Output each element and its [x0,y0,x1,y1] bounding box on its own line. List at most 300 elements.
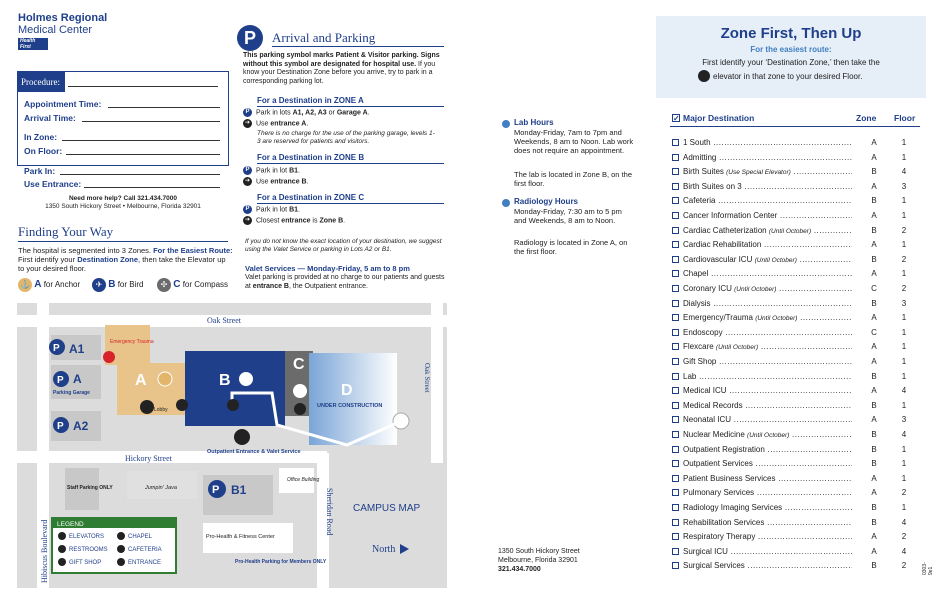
destination-cell: Radiology Imaging Services ..... [672,501,852,516]
destination-cell: Dialysis ..... [672,297,852,312]
oak-side-label: Oak Street [423,363,431,393]
elevator-icon [698,70,710,82]
entrance-arrow-icon: ➔ [244,120,251,126]
radiology-dot-icon [502,199,510,207]
map-elevator-c-icon [294,403,306,415]
legend-cafeteria-icon [117,545,125,553]
checkbox[interactable] [672,329,679,336]
map-zone-d: D [341,382,353,399]
zone-cell: C [871,327,877,337]
zone-cell: A [871,211,877,220]
zone-key-c-letter: C [173,279,181,290]
zone-c-rule [257,203,444,204]
checkbox[interactable] [672,416,679,423]
table-row [672,413,922,428]
radiology-location: Radiology is located in Zone A, on the first floor. [514,238,628,256]
checkbox[interactable] [672,431,679,438]
destination-cell: Rehabilitation Services ..... [672,516,852,531]
hibiscus-label: Hibiscus Boulevard [40,519,49,583]
zone-d-building [309,353,397,445]
legend-restrooms: RESTROOMS [69,547,108,553]
zone-cell: C [871,284,877,293]
checkmark-icon: ✓ [673,114,680,123]
checkbox[interactable] [672,314,679,321]
destination-cell: Cardiac Catheterization (Until October) ..... [672,224,852,240]
parking-garage-label: Parking Garage [53,390,90,396]
table-row [672,194,922,209]
on-floor-line[interactable] [66,154,220,155]
jumpin-java-label: Jumpin' Java [145,485,177,491]
oak-street-label: Oak Street [207,316,241,325]
floor-cell: 4 [901,546,907,556]
destination-note: (Until October) [754,256,797,264]
map-zone-c: C [293,356,305,373]
zone-b-rule [257,163,444,164]
help-address: 1350 South Hickory Street • Melbourne, Florida 32901 [45,203,201,210]
entrance-arrow-icon: ➔ [244,178,251,184]
table-row [672,340,922,355]
legend-cafeteria: CAFETERIA [128,547,162,553]
lot-a-label: A [73,372,82,386]
zone-first-title: Zone First, Then Up [720,25,862,42]
parking-bullet-icon: P [243,108,252,117]
checkbox[interactable] [672,270,679,277]
lab-dot-icon [502,120,510,128]
floor-cell: 2 [901,225,907,235]
destination-cell: Nuclear Medicine (Until October) ..... [672,428,852,444]
floor-cell: 1 [901,459,907,469]
checkbox[interactable] [672,241,679,248]
checkbox[interactable] [672,504,679,511]
zone-cell: A [871,386,877,396]
destination-cell: Admitting ..... [672,151,852,166]
destination-cell: Chapel ..... [672,267,852,282]
destination-header: ✓ Major Destination [673,113,755,123]
parking-bullet-icon: P [243,166,252,175]
floor-cell: 4 [901,517,907,527]
finding-your-way-title: Finding Your Way [18,224,114,239]
finding-rule [18,241,228,242]
lot-b1-label: B1 [231,483,247,497]
table-row [672,224,922,239]
zone-cell: B [871,517,877,527]
procedure-line[interactable] [68,86,218,87]
floor-cell: 1 [901,371,907,381]
park-in-label: Park In: [24,166,56,176]
map-zone-a: A [135,372,147,389]
table-row [672,267,922,282]
zone-b-building [185,351,285,426]
finding-text-d: Destination Zone [77,255,139,264]
arrival-intro-rest: If you know your Destination Zone before you arrive, try to park in a corresponding parking lot. [243,60,436,85]
under-construction-label: UNDER CONSTRUCTION [317,403,383,409]
legend-restroom-icon [58,545,66,553]
table-row [672,501,922,516]
zone-cell: B [871,254,877,264]
destination-cell: Cardiac Rehabilitation ..... [672,238,852,253]
floor-header: Floor [894,113,916,123]
sheridan-label: Sheridan Road [325,488,334,536]
zone-cell: B [871,225,877,235]
address-street: 1350 South Hickory Street [498,548,580,555]
destination-cell: Surgical ICU ..... [672,545,852,560]
destination-cell: Birth Suites on 3 ..... [672,180,852,195]
table-row [672,326,922,341]
prohealth-label: Pro-Health & Fitness Center [206,534,275,540]
valet-title: Valet Services — Monday-Friday, 5 am to 8 pm [245,264,410,273]
table-row [672,472,922,487]
zone-cell: B [871,444,877,454]
table-row [672,516,922,531]
table-row [672,545,922,560]
legend-gift-shop: GIFT SHOP [69,560,102,566]
checkbox[interactable] [672,285,679,292]
finding-your-way-text [18,246,233,273]
zone-cell: B [871,459,877,469]
destination-cell: Outpatient Registration ..... [672,443,852,458]
lot-a2-label: A2 [73,419,89,433]
zone-cell: B [871,298,877,308]
health-first-logo [18,38,48,50]
compass-icon: ✣ [157,278,171,292]
floor-cell: 1 [901,357,907,366]
destination-cell: Birth Suites (Use Special Elevator) ..... [672,165,852,181]
lobby-label: Lobby [154,407,168,413]
floor-cell: 1 [901,503,907,512]
zone-cell: A [871,473,877,483]
zone-first-line1: First identify your ‘Destination Zone,’ then take the [702,58,880,67]
zone-a-note: There is no charge for the use of the parking garage, levels 1-3 are reserved for patients and visitors. [257,130,435,145]
finding-text-e: , then take the Elevator up to your desired floor. [18,255,226,273]
checkbox[interactable] [672,533,679,540]
zone-cell: A [871,181,877,191]
checkbox[interactable] [672,519,679,526]
lot-a1-p: P [53,343,60,354]
table-row [672,399,922,414]
in-zone-label: In Zone: [24,132,58,142]
floor-cell: 1 [901,313,907,323]
campus-map-label: CAMPUS MAP [353,503,421,514]
legend-title: LEGEND [57,521,84,528]
destination-note: (Until October) [755,315,798,323]
floor-cell: 2 [901,561,907,571]
help-phone: Need more help? Call 321.434.7000 [68,195,178,202]
anchor-icon: ⚓ [18,278,32,292]
hickory-street-label: Hickory Street [125,454,172,463]
zone-c-entrance: ➔ Closest entrance is Zone B. [244,217,346,225]
checkbox[interactable] [672,300,679,307]
zone-cell: B [871,371,877,381]
lot-a2-p: P [57,421,64,432]
destination-cell: Cafeteria ..... [672,194,852,209]
zone-cell: B [871,503,877,512]
parking-symbol-icon: P [237,25,263,51]
zone-b-heading: For a Destination in ZONE B [257,153,365,162]
floor-cell: 1 [901,211,907,220]
floor-cell: 1 [901,240,907,250]
table-row [672,297,922,312]
checkbox[interactable] [672,154,679,161]
zone-cell: B [871,430,877,439]
floor-cell: 1 [901,269,907,279]
staff-parking-label: Staff Parking ONLY [67,485,113,491]
zone-a-entrance: ➔ Use entrance A. [244,120,309,128]
table-row [672,457,922,472]
in-zone-line[interactable] [62,140,220,141]
zone-cell: A [871,269,877,279]
destination-note: (Until October) [747,432,790,439]
zone-cell: A [871,313,877,323]
campus-map [17,303,447,588]
floor-cell: 4 [901,167,907,177]
destination-cell: Coronary ICU (Until October) ..... [672,282,852,298]
floor-cell: 3 [901,415,907,425]
destination-cell: Outpatient Services ..... [672,457,852,472]
finding-text-c: First identify your [18,255,78,264]
checkbox[interactable] [672,256,679,263]
zone-cell: B [871,196,877,206]
office-label: Office Building [287,477,320,483]
zone-key-b-letter: B [108,279,116,290]
table-row [672,486,922,501]
lot-b1-p: P [212,484,220,496]
zone-a-rule [257,106,444,107]
floor-cell: 1 [901,138,907,147]
destination-cell: Pulmonary Services ..... [672,486,852,501]
table-row [672,180,922,195]
legend-elevators: ELEVATORS [69,534,105,540]
lot-a-p: P [57,375,64,386]
destination-note: (Until October) [734,286,777,293]
zone-cell: A [871,415,877,425]
floor-cell: 2 [901,284,907,293]
zone-c-park: P Park in lot B1. [243,205,300,215]
zone-cell: A [871,546,877,556]
checkbox[interactable] [672,227,679,234]
table-row [672,238,922,253]
unknown-destination-note: If you do not know the exact location of your destination, we suggest using the Valet Service or parking in Lots A2 or B1. [245,238,442,253]
zone-cell: A [871,240,877,250]
finding-text-b: For the Easiest Route: [153,246,233,255]
oak-side-road [431,303,443,463]
checkbox[interactable] [672,475,679,482]
floor-cell: 1 [901,196,907,206]
table-row [672,384,922,399]
destination-cell: Emergency/Trauma (Until October) ..... [672,311,852,327]
table-header-rule [670,126,920,127]
zone-cell: A [871,138,877,147]
legend-elevator-icon [58,532,66,540]
legend-chapel: CHAPEL [128,534,153,540]
table-row [672,282,922,297]
arrival-time-label: Arrival Time: [24,113,76,123]
legend-entrance: ENTRANCE [128,560,162,566]
checkbox[interactable] [672,183,679,190]
legend-chapel-icon [117,532,125,540]
table-row [672,165,922,180]
address-phone: 321.434.7000 [498,566,541,573]
radiology-title: Radiology Hours [514,197,579,206]
address-block [498,547,580,574]
map-bird-icon [239,372,253,386]
emergency-label: Emergency Trauma [110,339,154,345]
destination-cell: Cancer Information Center ..... [672,209,852,224]
destination-cell: Medical Records ..... [672,399,852,414]
destination-note: (Use Special Elevator) [726,169,791,177]
checkbox[interactable] [672,446,679,453]
outpatient-entrance-icon [234,429,250,445]
future-entrance-icon [393,413,409,429]
destination-cell: Endoscopy ..... [672,326,852,341]
bird-icon: ✈ [92,278,106,292]
emergency-entrance-icon [103,351,115,363]
logo-title: Holmes Regional [18,12,108,24]
table-row [672,151,922,166]
destination-cell: Gift Shop ..... [672,355,852,370]
floor-cell: 4 [901,386,907,396]
destination-note: (Until October) [715,344,759,352]
arrival-intro-bold: This parking symbol marks Patient & Visitor parking. Signs without this symbol are designated for hospital use. [243,52,440,68]
entrance-arrow-icon: ➔ [244,217,251,223]
destination-cell: Patient Business Services ..... [672,472,852,487]
zone-key-a-label: for Anchor [43,280,81,289]
zone-key-b [92,278,144,292]
logo-badge-line1: Health [20,38,36,44]
table-row [672,559,922,574]
destination-cell: Neonatal ICU ..... [672,413,852,428]
zone-b-entrance: ➔ Use entrance B. [244,178,309,186]
checkbox[interactable] [672,197,679,204]
valet-text: Valet parking is provided at no charge to our patients and guests at entrance B, the Outpatient entrance. [245,274,445,290]
floor-cell: 1 [901,444,907,454]
lab-title: Lab Hours [514,118,554,127]
zone-cell: A [871,488,877,498]
checkbox[interactable] [672,168,679,175]
zone-cell: A [871,152,877,162]
zone-key-b-label: for Bird [117,280,144,289]
arrival-time-line[interactable] [82,121,220,122]
floor-cell: 1 [901,400,907,410]
zone-header: Zone [856,113,877,123]
map-elevator-b-icon [227,399,239,411]
checkbox[interactable] [672,373,679,380]
zone-key-a [18,278,80,292]
floor-cell: 2 [901,488,907,498]
checkbox[interactable] [672,212,679,219]
logo-badge-line2: First [20,44,31,50]
floor-cell: 1 [901,327,907,337]
floor-cell: 3 [901,298,907,308]
floor-cell: 2 [901,532,907,542]
table-row [672,136,922,151]
appointment-time-label: Appointment Time: [24,99,102,109]
zone-cell: B [871,561,877,571]
table-row [672,428,922,443]
checkbox[interactable] [672,489,679,496]
use-entrance-line[interactable] [84,187,220,188]
checkbox[interactable] [672,139,679,146]
destination-cell: 1 South ..... [672,136,852,151]
checkbox[interactable] [672,343,679,350]
radiology-hours: Monday-Friday, 7:30 am to 5 pm and Weekends, 8 am to Noon. [514,207,622,225]
lot-a1-label: A1 [69,342,85,356]
outpatient-label: Outpatient Entrance & Valet Service [207,449,301,455]
arrival-parking-title: Arrival and Parking [272,30,376,45]
map-compass-icon [293,384,307,398]
prohealth-parking-label: Pro-Health Parking for Members ONLY [235,559,327,565]
appointment-time-line[interactable] [108,107,220,108]
arrival-intro [243,52,448,86]
checkbox[interactable] [672,402,679,409]
zone-b-park: P Park in lot B1. [243,166,300,176]
on-floor-label: On Floor: [24,146,63,156]
zone-cell: A [871,342,877,352]
floor-cell: 1 [901,473,907,483]
zone-first-line2: elevator in that zone to your desired Floor. [713,72,863,81]
zone-cell: B [871,167,877,177]
checkbox[interactable] [672,548,679,555]
destination-cell: Medical ICU ..... [672,384,852,399]
park-in-line[interactable] [60,174,220,175]
zone-cell: B [871,400,877,410]
zone-a-park: P Park in lots A1, A2, A3 or Garage A. [243,108,370,118]
zone-cell: A [871,357,877,366]
map-zone-b: B [219,372,231,389]
zone-key-c-label: for Compass [182,280,229,289]
lab-location: The lab is located in Zone B, on the first floor. [514,170,632,188]
destination-cell: Respiratory Therapy ..... [672,530,852,545]
table-row [672,355,922,370]
arrival-rule [272,46,444,47]
table-row [672,370,922,385]
destination-cell: Cardiovascular ICU (Until October) ..... [672,253,852,269]
zone-first-subtitle: For the easiest route: [750,45,832,54]
legend-entrance-icon [117,558,125,566]
floor-cell: 4 [901,430,907,439]
table-row [672,530,922,545]
table-row [672,311,922,326]
legend-gift-shop-icon [58,558,66,566]
map-elevator-icon [176,399,188,411]
destination-cell: Flexcare (Until October) ..... [672,340,852,356]
north-label: North [372,544,396,555]
destination-cell: Lab ..... [672,370,852,385]
table-row [672,443,922,458]
procedure-label: Procedure: [17,72,65,92]
table-row [672,209,922,224]
map-anchor-icon [158,372,172,386]
destination-cell: Surgical Services ..... [672,559,852,574]
logo-subtitle: Medical Center [18,24,92,36]
floor-cell: 3 [901,181,907,191]
zone-key-c [157,278,228,292]
finding-text-a: The hospital is segmented into 3 Zones. [18,246,154,255]
floor-cell: 1 [901,152,907,162]
floor-cell: 1 [901,342,907,352]
lab-hours: Monday-Friday, 7am to 7pm and Weekends, 8 am to Noon. Lab work does not require an appointment. [514,128,634,155]
floor-cell: 2 [901,254,907,264]
checkbox[interactable] [672,358,679,365]
address-city: Melbourne, Florida 32901 [498,557,578,564]
zone-c-heading: For a Destination in ZONE C [257,193,365,202]
zone-key-a-letter: A [34,279,42,290]
checkbox[interactable] [672,562,679,569]
checkbox[interactable] [672,387,679,394]
zone-cell: A [871,532,877,542]
table-row [672,253,922,268]
use-entrance-label: Use Entrance: [24,179,82,189]
checkbox[interactable] [672,460,679,467]
